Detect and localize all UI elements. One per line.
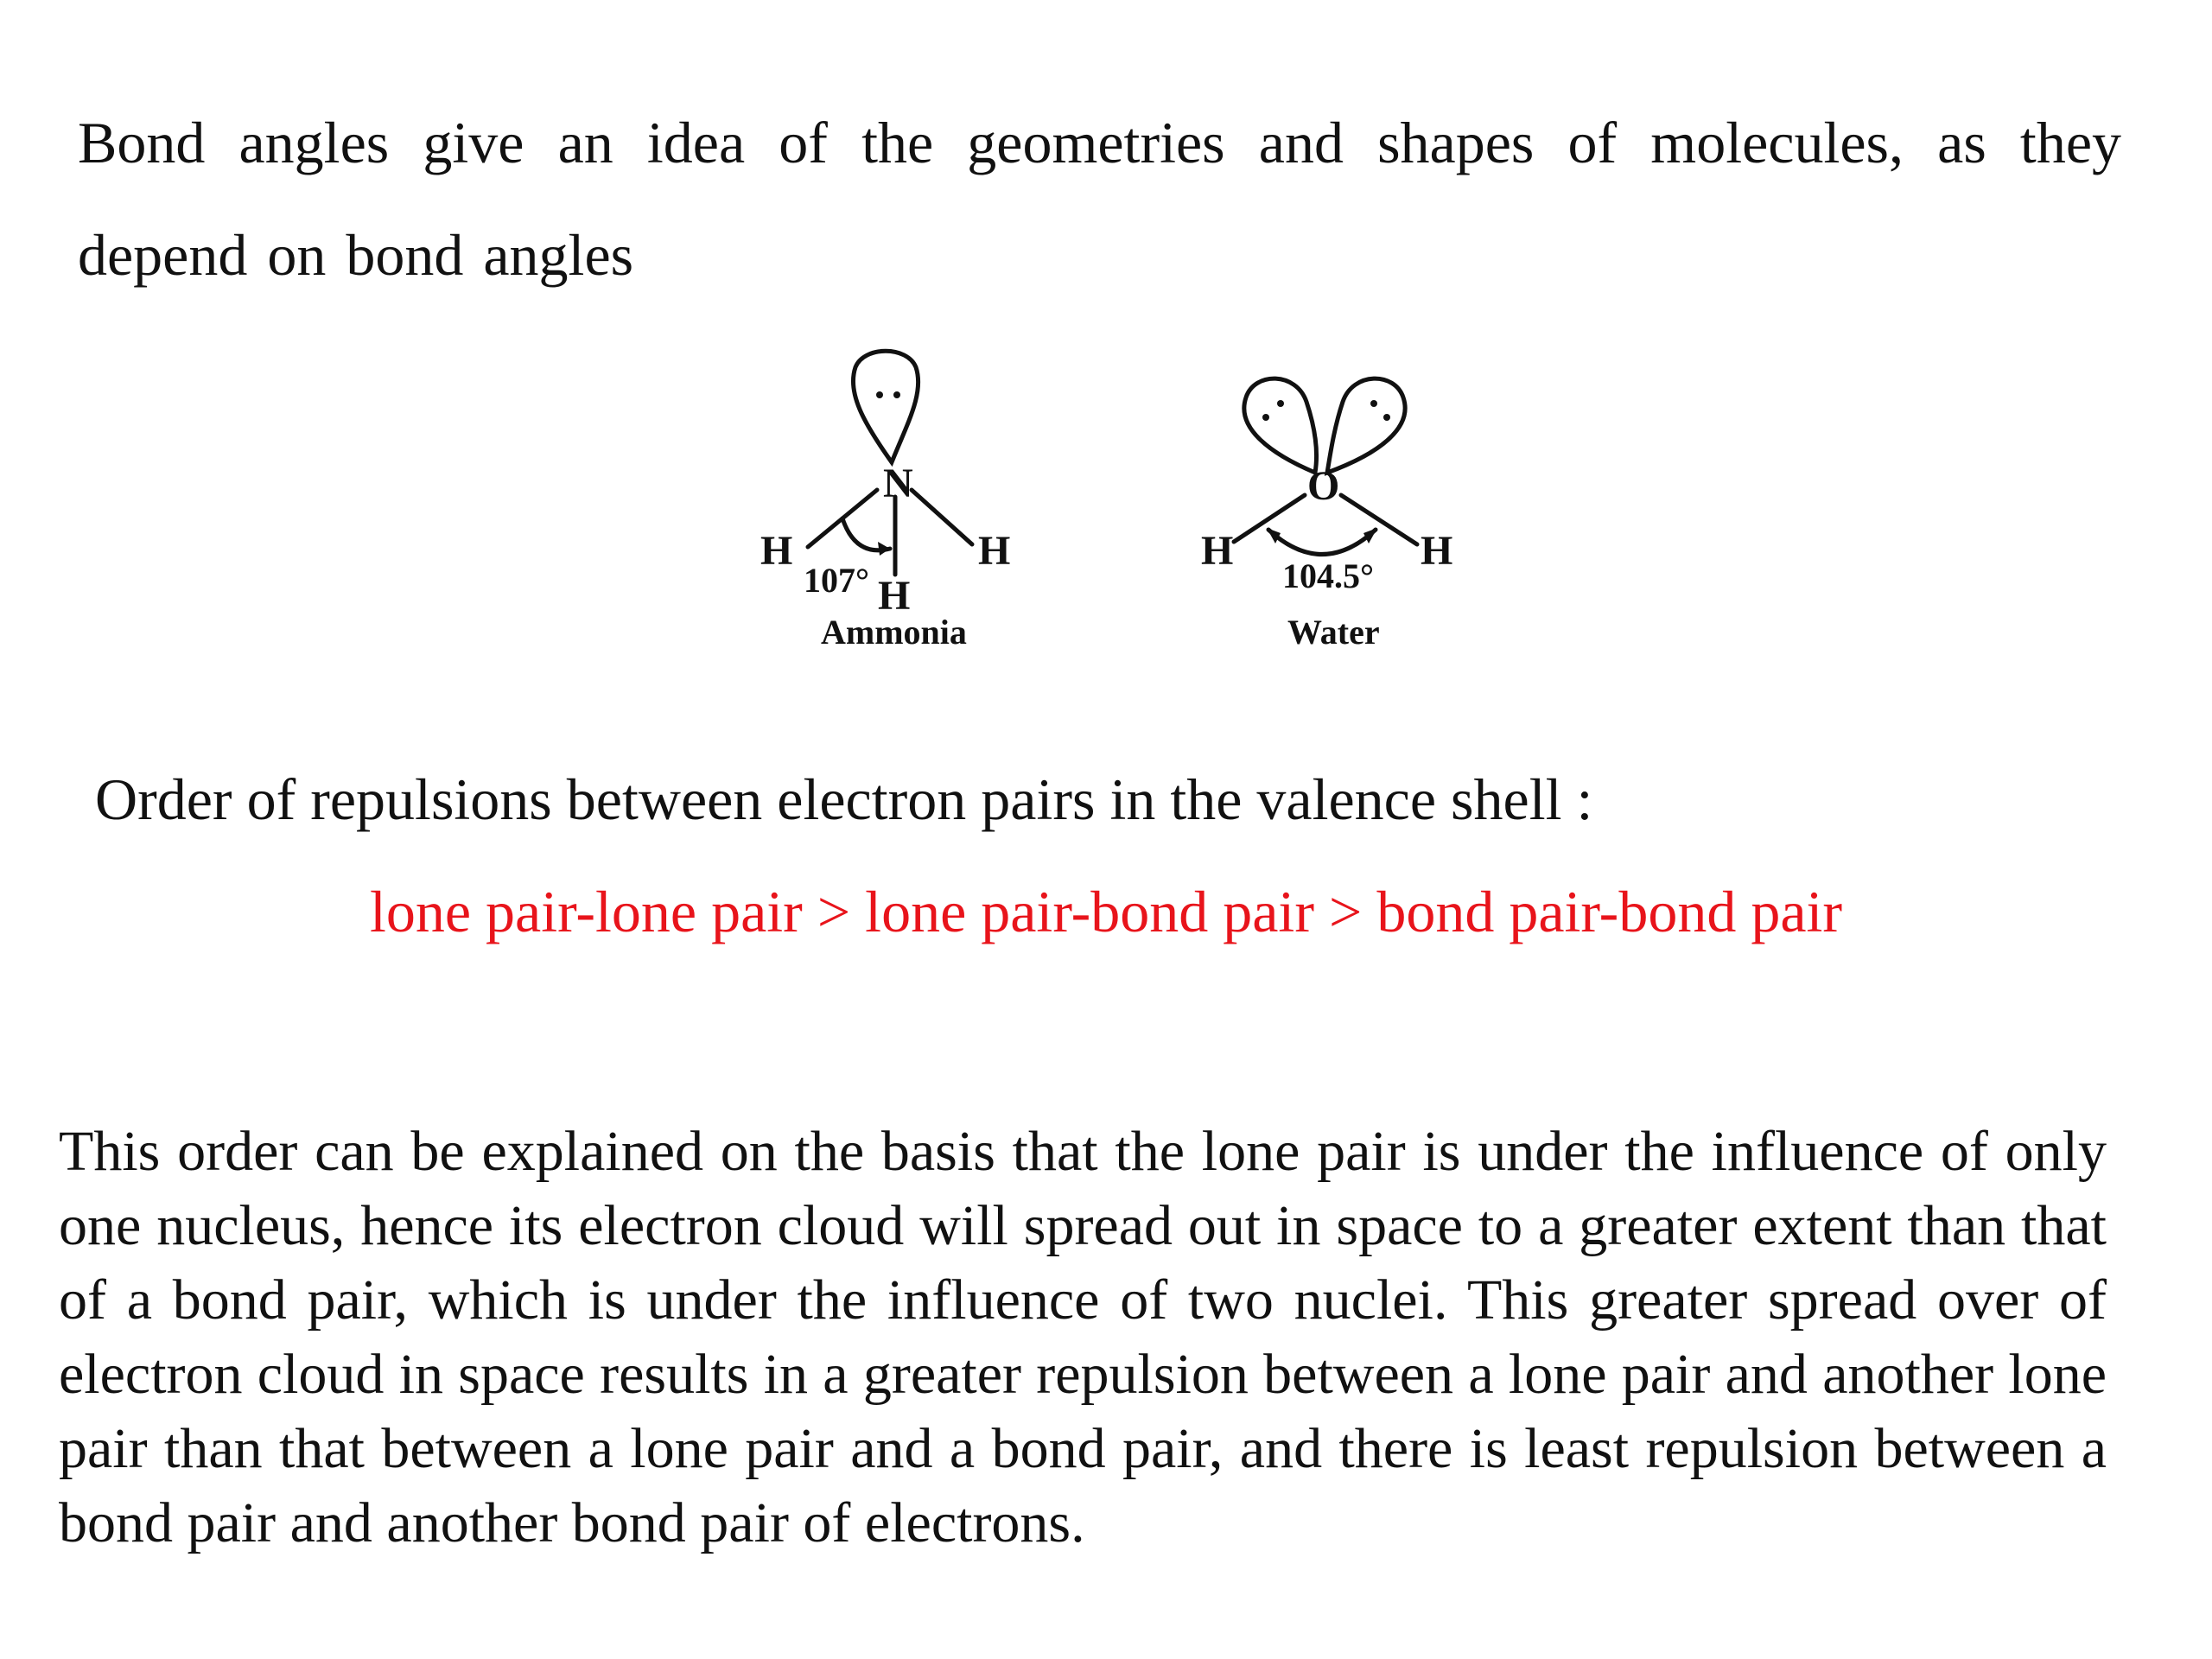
ammonia-hydrogen-left: H	[760, 528, 793, 574]
order-heading: Order of repulsions between electron pairs in the valence shell :	[95, 766, 1593, 832]
water-lone-pair-electron	[1277, 400, 1284, 407]
bond-angle-figure	[734, 341, 1512, 670]
intro-paragraph: Bond angles give an idea of the geometries and shapes of molecules, as they depend on bond angles	[78, 110, 2121, 288]
water-angle-label: 104.5°	[1282, 556, 1374, 595]
water-lone-pair-electron	[1370, 400, 1377, 407]
ammonia-hydrogen-bottom: H	[878, 573, 911, 619]
water-lone-pair-electron	[1383, 414, 1390, 421]
ammonia-name-label: Ammonia	[821, 613, 967, 652]
ammonia-central-atom: N	[883, 461, 913, 506]
ammonia-hydrogen-right: H	[978, 528, 1011, 574]
ammonia-lone-pair-electron	[876, 391, 883, 398]
water-angle-arc	[1268, 530, 1376, 555]
ammonia-lone-pair-lobe	[853, 351, 918, 462]
ammonia-labels	[760, 461, 1010, 652]
ammonia-angle-label: 107°	[804, 561, 869, 600]
water-labels	[1201, 463, 1452, 652]
ammonia-lone-pair-electron	[893, 391, 900, 398]
order-statement: lone pair-lone pair > lone pair-bond pair > bond pair-bond pair	[369, 879, 1843, 944]
water-central-atom: O	[1307, 463, 1340, 509]
water-hydrogen-right: H	[1421, 528, 1453, 574]
molecule-diagrams	[734, 341, 1512, 670]
ammonia-bond-right	[912, 490, 972, 544]
ammonia-angle-arrowhead	[878, 542, 890, 556]
water-lone-pair-lobe-right	[1327, 378, 1405, 473]
water-name-label: Water	[1287, 613, 1380, 652]
water-lone-pair-lobe-left	[1244, 378, 1317, 473]
water-angle-arrowhead-left	[1267, 528, 1281, 543]
water-angle-arrowhead-right	[1363, 528, 1377, 543]
explanation-paragraph: This order can be explained on the basis that the lone pair is under the influence of only one nucleus, hence its electron cloud will spread out in space to a greater extent than that of a bond pair, which is under the influence of two nuclei. This greater spread over of electron cloud in space results in a greater repulsion between a lone pair and another lone pair than that between a lone pair and a bond pair, and there is least repulsion between a bond pair and another bond pair of electrons.	[59, 1120, 2107, 1554]
water-hydrogen-left: H	[1201, 528, 1234, 574]
water-lone-pair-electron	[1262, 414, 1269, 421]
water-bond-right	[1341, 495, 1417, 544]
water-bond-left	[1234, 495, 1305, 542]
